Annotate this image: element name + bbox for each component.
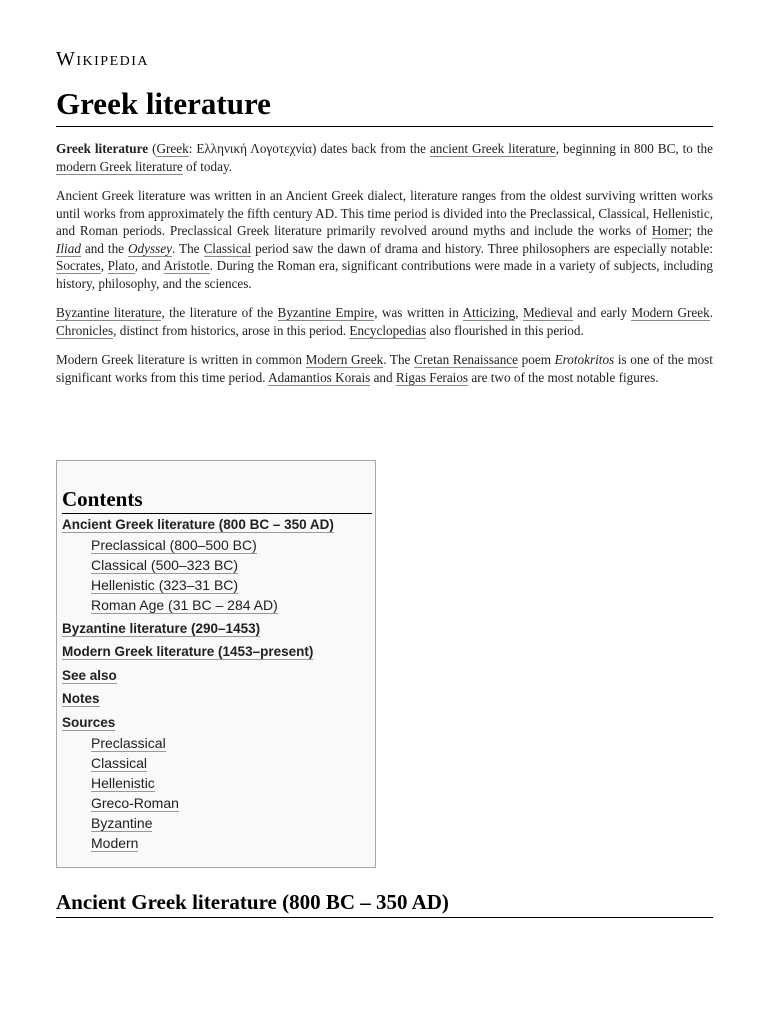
text: . During the Roman era, significant contributions were made in a variety of subjects, including history, philosophy, and the sciences. [56,258,714,291]
section-heading: Ancient Greek literature (800 BC – 350 AD) [56,890,449,914]
toc-title: Contents [62,485,372,514]
toc-item-label[interactable]: Byzantine [91,814,153,831]
toc-item-label[interactable]: Preclassical (800–500 BC) [91,537,257,553]
wikipedia-wordmark[interactable]: Wikipedia [56,48,150,70]
ancient-paragraph [56,187,713,292]
text: of today. [182,158,233,174]
text: poem [518,352,555,367]
toc-item[interactable] [62,515,370,535]
link-greek[interactable]: Greek [156,141,189,156]
toc-item[interactable] [62,689,370,709]
toc-item-label[interactable]: Preclassical [91,734,166,751]
text: , [100,258,108,273]
byzantine-paragraph [56,304,713,339]
text: . The [171,240,204,256]
toc-item-label[interactable]: Hellenistic [91,774,155,791]
toc-subitem[interactable] [62,813,370,833]
link-adamantios-korais[interactable]: Adamantios Korais [268,369,371,385]
link-byzantine-literature[interactable]: Byzantine literature [56,305,162,320]
text: also flourished in this period. [426,322,584,338]
text: and the [80,240,129,256]
toc-item-label[interactable]: Modern [91,834,139,851]
modern-paragraph [56,351,713,386]
toc-item-label[interactable]: Roman Age (31 BC – 284 AD) [91,597,278,613]
link-aristotle[interactable]: Aristotle [163,258,210,273]
toc-subitem[interactable] [62,733,370,753]
section-divider [56,917,713,918]
toc-item-label[interactable]: Notes [62,691,100,706]
toc-subitem[interactable] [62,793,370,813]
toc-item[interactable] [62,666,370,686]
link-iliad[interactable]: Iliad [56,240,81,256]
toc-item-label[interactable]: Modern Greek literature (1453–present) [62,644,314,659]
text: . [709,305,714,320]
link-socrates[interactable]: Socrates [56,258,101,273]
toc-item[interactable] [62,619,370,639]
toc-item[interactable] [62,713,370,733]
link-rigas-feraios[interactable]: Rigas Feraios [395,369,469,385]
text: , [515,305,523,320]
toc-subitem[interactable] [62,535,370,555]
page-title: Greek literature [56,86,271,121]
link-homer[interactable]: Homer [651,223,689,238]
toc-item-label[interactable]: Greco-Roman [91,794,179,811]
link-modern-greek[interactable]: Modern Greek [631,305,710,320]
title-divider [56,126,713,127]
link-encyclopedias[interactable]: Encyclopedias [349,322,427,338]
text: , the literature of the [161,305,278,320]
toc-item[interactable] [62,642,370,662]
text: Modern Greek literature is written in common [56,352,306,367]
toc-subitem[interactable] [62,555,370,575]
text: , beginning in 800 BC, to the [555,141,713,156]
toc-subitem[interactable] [62,575,370,595]
text: is one of the most significant works from this time period. [56,352,713,385]
toc-item-label[interactable]: Hellenistic (323–31 BC) [91,577,239,593]
link-classical[interactable]: Classical [203,240,252,256]
text: and [370,369,396,385]
text: , and [134,258,164,273]
toc-item-label[interactable]: Sources [62,714,116,730]
link-chronicles[interactable]: Chronicles [56,322,114,338]
link-odyssey[interactable]: Odyssey [128,240,172,256]
toc-item-label[interactable]: Byzantine literature (290–1453) [62,620,261,636]
toc-item-label[interactable]: See also [62,667,117,683]
toc-subitem[interactable] [62,773,370,793]
link-ancient-greek-literature[interactable]: ancient Greek literature [429,141,556,156]
text: are two of the most notable figures. [468,369,659,385]
link-byzantine-empire[interactable]: Byzantine Empire [277,305,375,320]
link-atticizing[interactable]: Atticizing [462,305,516,320]
link-plato[interactable]: Plato [107,258,135,273]
toc-subitem[interactable] [62,753,370,773]
text: and early [572,305,632,320]
link-cretan-renaissance[interactable]: Cretan Renaissance [414,352,519,367]
text: ; the [688,223,713,238]
text: Ancient Greek literature was written in an Ancient Greek dialect, literature ranges from the oldest surviving written works until works from approximately the fifth century AD. This time period is divided into the Preclassical, Classical, Hellenistic, and Roman periods. Preclassical Greek literature primarily revolved around myths and include the works of [56,188,713,238]
intro-paragraph [56,140,713,175]
text: , was written in [374,305,463,320]
text: ( [148,141,157,156]
table-of-contents [56,460,376,868]
toc-item-label[interactable]: Ancient Greek literature (800 BC – 350 AD) [62,517,334,532]
erotokritos-title: Erotokritos [554,352,615,367]
link-medieval[interactable]: Medieval [522,305,573,320]
text: : Ελληνική Λογοτεχνία) dates back from the [188,141,430,156]
toc-item-label[interactable]: Classical (500–323 BC) [91,557,239,573]
intro-bold-term: Greek literature [56,141,149,156]
toc-item-label[interactable]: Classical [91,754,148,771]
text: , distinct from historics, arose in this period. [113,322,350,338]
link-modern-greek[interactable]: Modern Greek [305,352,384,367]
text: period saw the dawn of drama and history. Three philosophers are especially notable: [251,240,713,256]
article-body [56,140,713,398]
text: . The [383,352,415,367]
toc-subitem[interactable] [62,833,370,853]
link-modern-greek-literature[interactable]: modern Greek literature [56,158,183,174]
toc-subitem[interactable] [62,595,370,615]
